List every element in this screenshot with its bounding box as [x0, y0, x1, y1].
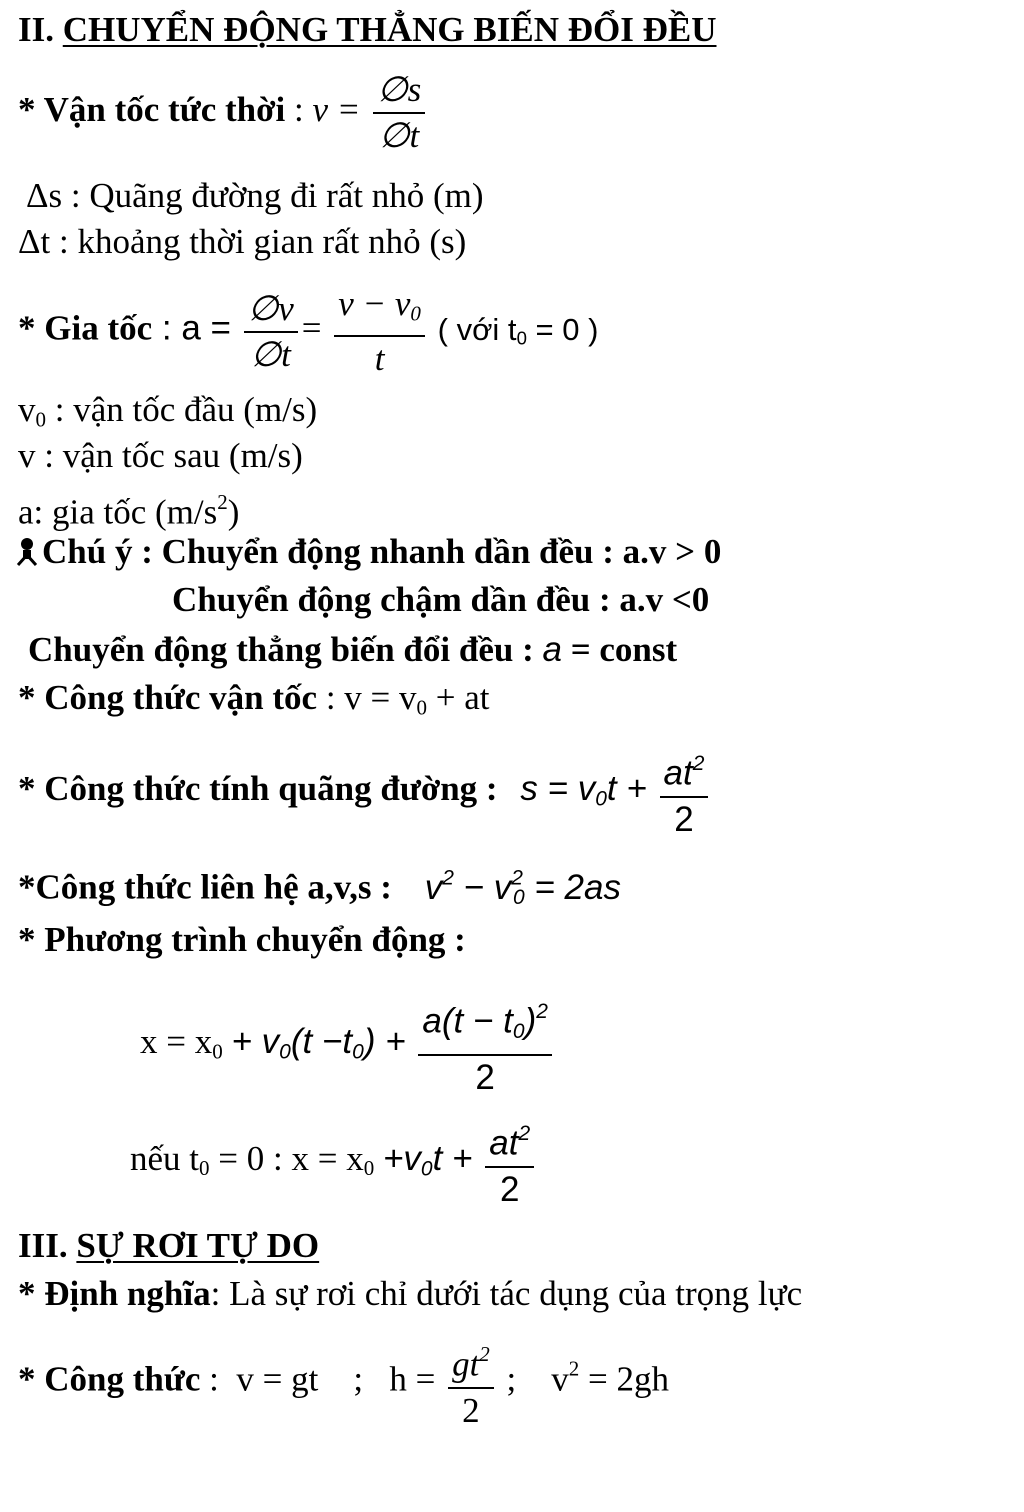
motion-fraction-simple — [485, 1112, 534, 1212]
note-label: Chú ý : Chuyển động nhanh dần đều : a.v > 0 — [42, 532, 722, 571]
a-definition: a: gia tốc $(m/s^2)$ — [18, 490, 240, 532]
delta-t-definition: Δt : khoảng thời gian rất nhỏ (s) — [18, 222, 467, 261]
distance-fraction — [660, 742, 709, 842]
relation-formula-label: *Công thức liên hệ a,v,s : — [18, 867, 392, 907]
v0-definition: $v_0$ : vận tốc đầu (m/s) — [18, 390, 318, 432]
note-row-2: Chuyển động chậm dần đều : a.v <0 — [172, 580, 710, 619]
person-icon — [16, 537, 38, 567]
definition-row — [18, 1274, 802, 1314]
motion-equation-label: * Phương trình chuyển động : — [18, 920, 466, 959]
fraction-numerator: $at^2$ — [660, 742, 709, 798]
acceleration-lhs: : a = — [152, 308, 231, 348]
fraction-numerator: ∅s — [373, 68, 425, 114]
equals-sign: = — [301, 308, 322, 348]
fraction-denominator: 2 — [674, 799, 694, 839]
freefall-fraction — [448, 1332, 494, 1433]
acceleration-row — [18, 282, 598, 381]
section-2-title: CHUYỂN ĐỘNG THẲNG BIẾN ĐỔI ĐỀU — [62, 10, 717, 49]
freefall-formula-label: * Công thức — [18, 1359, 201, 1399]
fraction-denominator: 2 — [475, 1057, 495, 1097]
instant-velocity-row — [18, 68, 429, 158]
instant-velocity-sep: : — [285, 90, 313, 130]
fraction-denominator: t — [374, 339, 385, 379]
fraction-numerator: ∅v — [244, 287, 298, 333]
fraction-denominator: 2 — [462, 1390, 480, 1430]
fraction-denominator: ∅t — [379, 116, 420, 155]
fraction-numerator: $v - v_0$ — [334, 282, 425, 337]
instant-velocity-lhs: v = — [312, 90, 361, 130]
velocity-formula-label: * Công thức vận tốc — [18, 678, 318, 717]
distance-formula-row: * Công thức tính quãng đường : $s = v_0t$ + $\frac{at^2}{2}$ — [18, 742, 712, 842]
instant-velocity-label: * Vận tốc tức thời — [18, 90, 286, 130]
section-3-title: SỰ RƠI TỰ DO — [76, 1226, 320, 1265]
v-definition: v : vận tốc sau (m/s) — [18, 436, 303, 475]
motion-equation-2: nếu $t_0 = 0$ : $x = x_0 +v_0t$ + $\frac{at^2}{2}$ — [130, 1112, 538, 1212]
acceleration-label: * Gia tốc — [18, 308, 153, 348]
definition-text: : Là sự rơi chỉ dưới tác dụng của trọng lực — [210, 1274, 803, 1313]
section-2-prefix: II. — [18, 10, 63, 49]
fraction-numerator: $at^2$ — [485, 1112, 534, 1168]
section-2-heading — [18, 10, 717, 50]
note-row-1 — [16, 532, 721, 572]
section-3-prefix: III. — [18, 1226, 77, 1265]
motion-fraction — [418, 990, 552, 1100]
definition-label: * Định nghĩa — [18, 1274, 211, 1313]
acceleration-fraction-2 — [334, 282, 425, 381]
instant-velocity-fraction — [373, 68, 425, 158]
acceleration-fraction-1 — [244, 287, 298, 377]
delta-s-definition: Δs : Quãng đường đi rất nhỏ (m) — [26, 176, 484, 215]
velocity-formula-row: * Công thức vận tốc : $v = v_0$ + at — [18, 678, 490, 720]
fraction-denominator: 2 — [499, 1169, 520, 1209]
acceleration-condition: ( với $t_0 = 0$ ) — [437, 311, 599, 349]
distance-formula-label: * Công thức tính quãng đường : — [18, 768, 498, 808]
freefall-formula-row: * Công thức : v = gt ; h = $\frac{gt^2}{2}$ ; $v^2 = 2gh$ — [18, 1332, 669, 1433]
relation-formula-row: *Công thức liên hệ a,v,s : $v^2 - v^2_0 = 2as$ — [18, 866, 621, 909]
section-3-heading — [18, 1226, 319, 1266]
fraction-denominator: ∅t — [250, 334, 291, 374]
note-row-3: Chuyển động thẳng biến đổi đều : a = const — [28, 630, 678, 669]
fraction-numerator: $gt^2$ — [448, 1332, 494, 1389]
motion-equation-1: $x = x_0 + v_0(t -t_0)$ + $\frac{a(t - t_0)^2}{2}$ — [140, 990, 556, 1100]
fraction-numerator: $a(t - t_0)^2$ — [418, 990, 552, 1056]
